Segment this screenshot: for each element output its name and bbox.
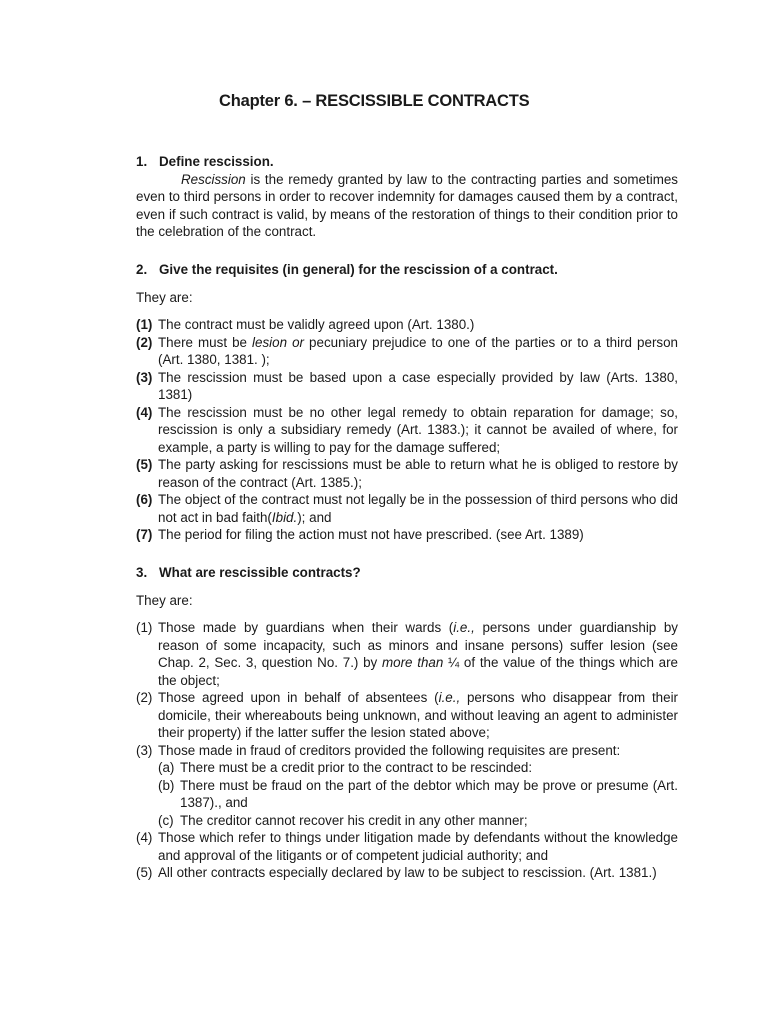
question-3 xyxy=(136,564,678,582)
list-item: (7) The period for filing the action must not have prescribed. (see Art. 1389) xyxy=(136,527,584,542)
question-3-heading: 3. What are rescissible contracts? xyxy=(136,565,361,580)
question-3-intro: They are: xyxy=(136,593,193,608)
list-item: (4) Those which refer to things under litigation made by defendants without the knowledge and approval of the litigants or of competent judicial authority; and xyxy=(136,830,678,863)
rescissible-contracts-list xyxy=(136,619,678,882)
sub-list-item: (c) The creditor cannot recover his credit in any other manner; xyxy=(158,812,528,828)
requisites-list xyxy=(136,316,678,544)
list-item: (2) Those agreed upon in behalf of absentees (i.e., persons who disappear from their domicile, their whereabouts being unknown, and without leaving an agent to administer their property) if the latter suffer the lesion stated above; xyxy=(136,690,679,740)
question-2-heading: 2. Give the requisites (in general) for the rescission of a contract. xyxy=(136,262,558,277)
list-item: (3) Those made in fraud of creditors provided the following requisites are present: (a) There must be a credit prior to the contract to be rescinded: (b) There must be fraud on the part of the debtor which may be prove or presume (Art. 1387)., and (c) The creditor cannot recover his credit in any other manner; xyxy=(136,742,678,828)
list-item: (1) The contract must be validly agreed upon (Art. 1380.) xyxy=(136,317,475,332)
page-title: Chapter 6. – RESCISSIBLE CONTRACTS xyxy=(219,92,530,110)
question-2 xyxy=(136,261,678,279)
question-1 xyxy=(136,153,678,241)
list-item: (5) All other contracts especially declared by law to be subject to rescission. (Art. 1381.) xyxy=(136,865,657,880)
list-item: (4) The rescission must be no other legal remedy to obtain reparation for damage; so, rescission is only a subsidiary remedy (Art. 1383.); it cannot be availed of where, for example, a party is willing to pay for the damage suffered; xyxy=(136,404,678,455)
sub-list-item: (a) There must be a credit prior to the contract to be rescinded: xyxy=(158,760,533,775)
sub-list-item: (b) There must be fraud on the part of the debtor which may be prove or presume (Art. 1387)., and xyxy=(158,777,678,810)
list-item: (6) The object of the contract must not legally be in the possession of third persons who did not act in bad faith(Ibid.); and xyxy=(136,492,678,525)
fraud-requisites-sublist xyxy=(158,759,678,829)
list-item: (5) The party asking for rescissions must be able to return what he is obliged to restore by reason of the contract (Art. 1385.); xyxy=(136,457,678,490)
list-item: (1) Those made by guardians when their wards (i.e., persons under guardianship by reason of some incapacity, such as minors and insane persons) suffer lesion (see Chap. 2, Sec. 3, question No. 7.) by more than ¼ of the value of the things which are the object; xyxy=(136,620,679,688)
list-item: (3) The rescission must be based upon a case especially provided by law (Arts. 1380, 1381) xyxy=(136,369,678,402)
list-item: (2) There must be lesion or pecuniary prejudice to one of the parties or to a third person (Art. 1380, 1381. ); xyxy=(136,334,678,367)
question-1-answer: Rescission is the remedy granted by law to the contracting parties and sometimes even to third persons in order to recover indemnity for damages caused them by a contract, even if such contract is valid, by means of the restoration of things to their condition prior to the celebration of the contract. xyxy=(136,171,678,239)
question-2-intro: They are: xyxy=(136,290,193,305)
question-1-heading: 1. Define rescission. xyxy=(136,154,274,169)
